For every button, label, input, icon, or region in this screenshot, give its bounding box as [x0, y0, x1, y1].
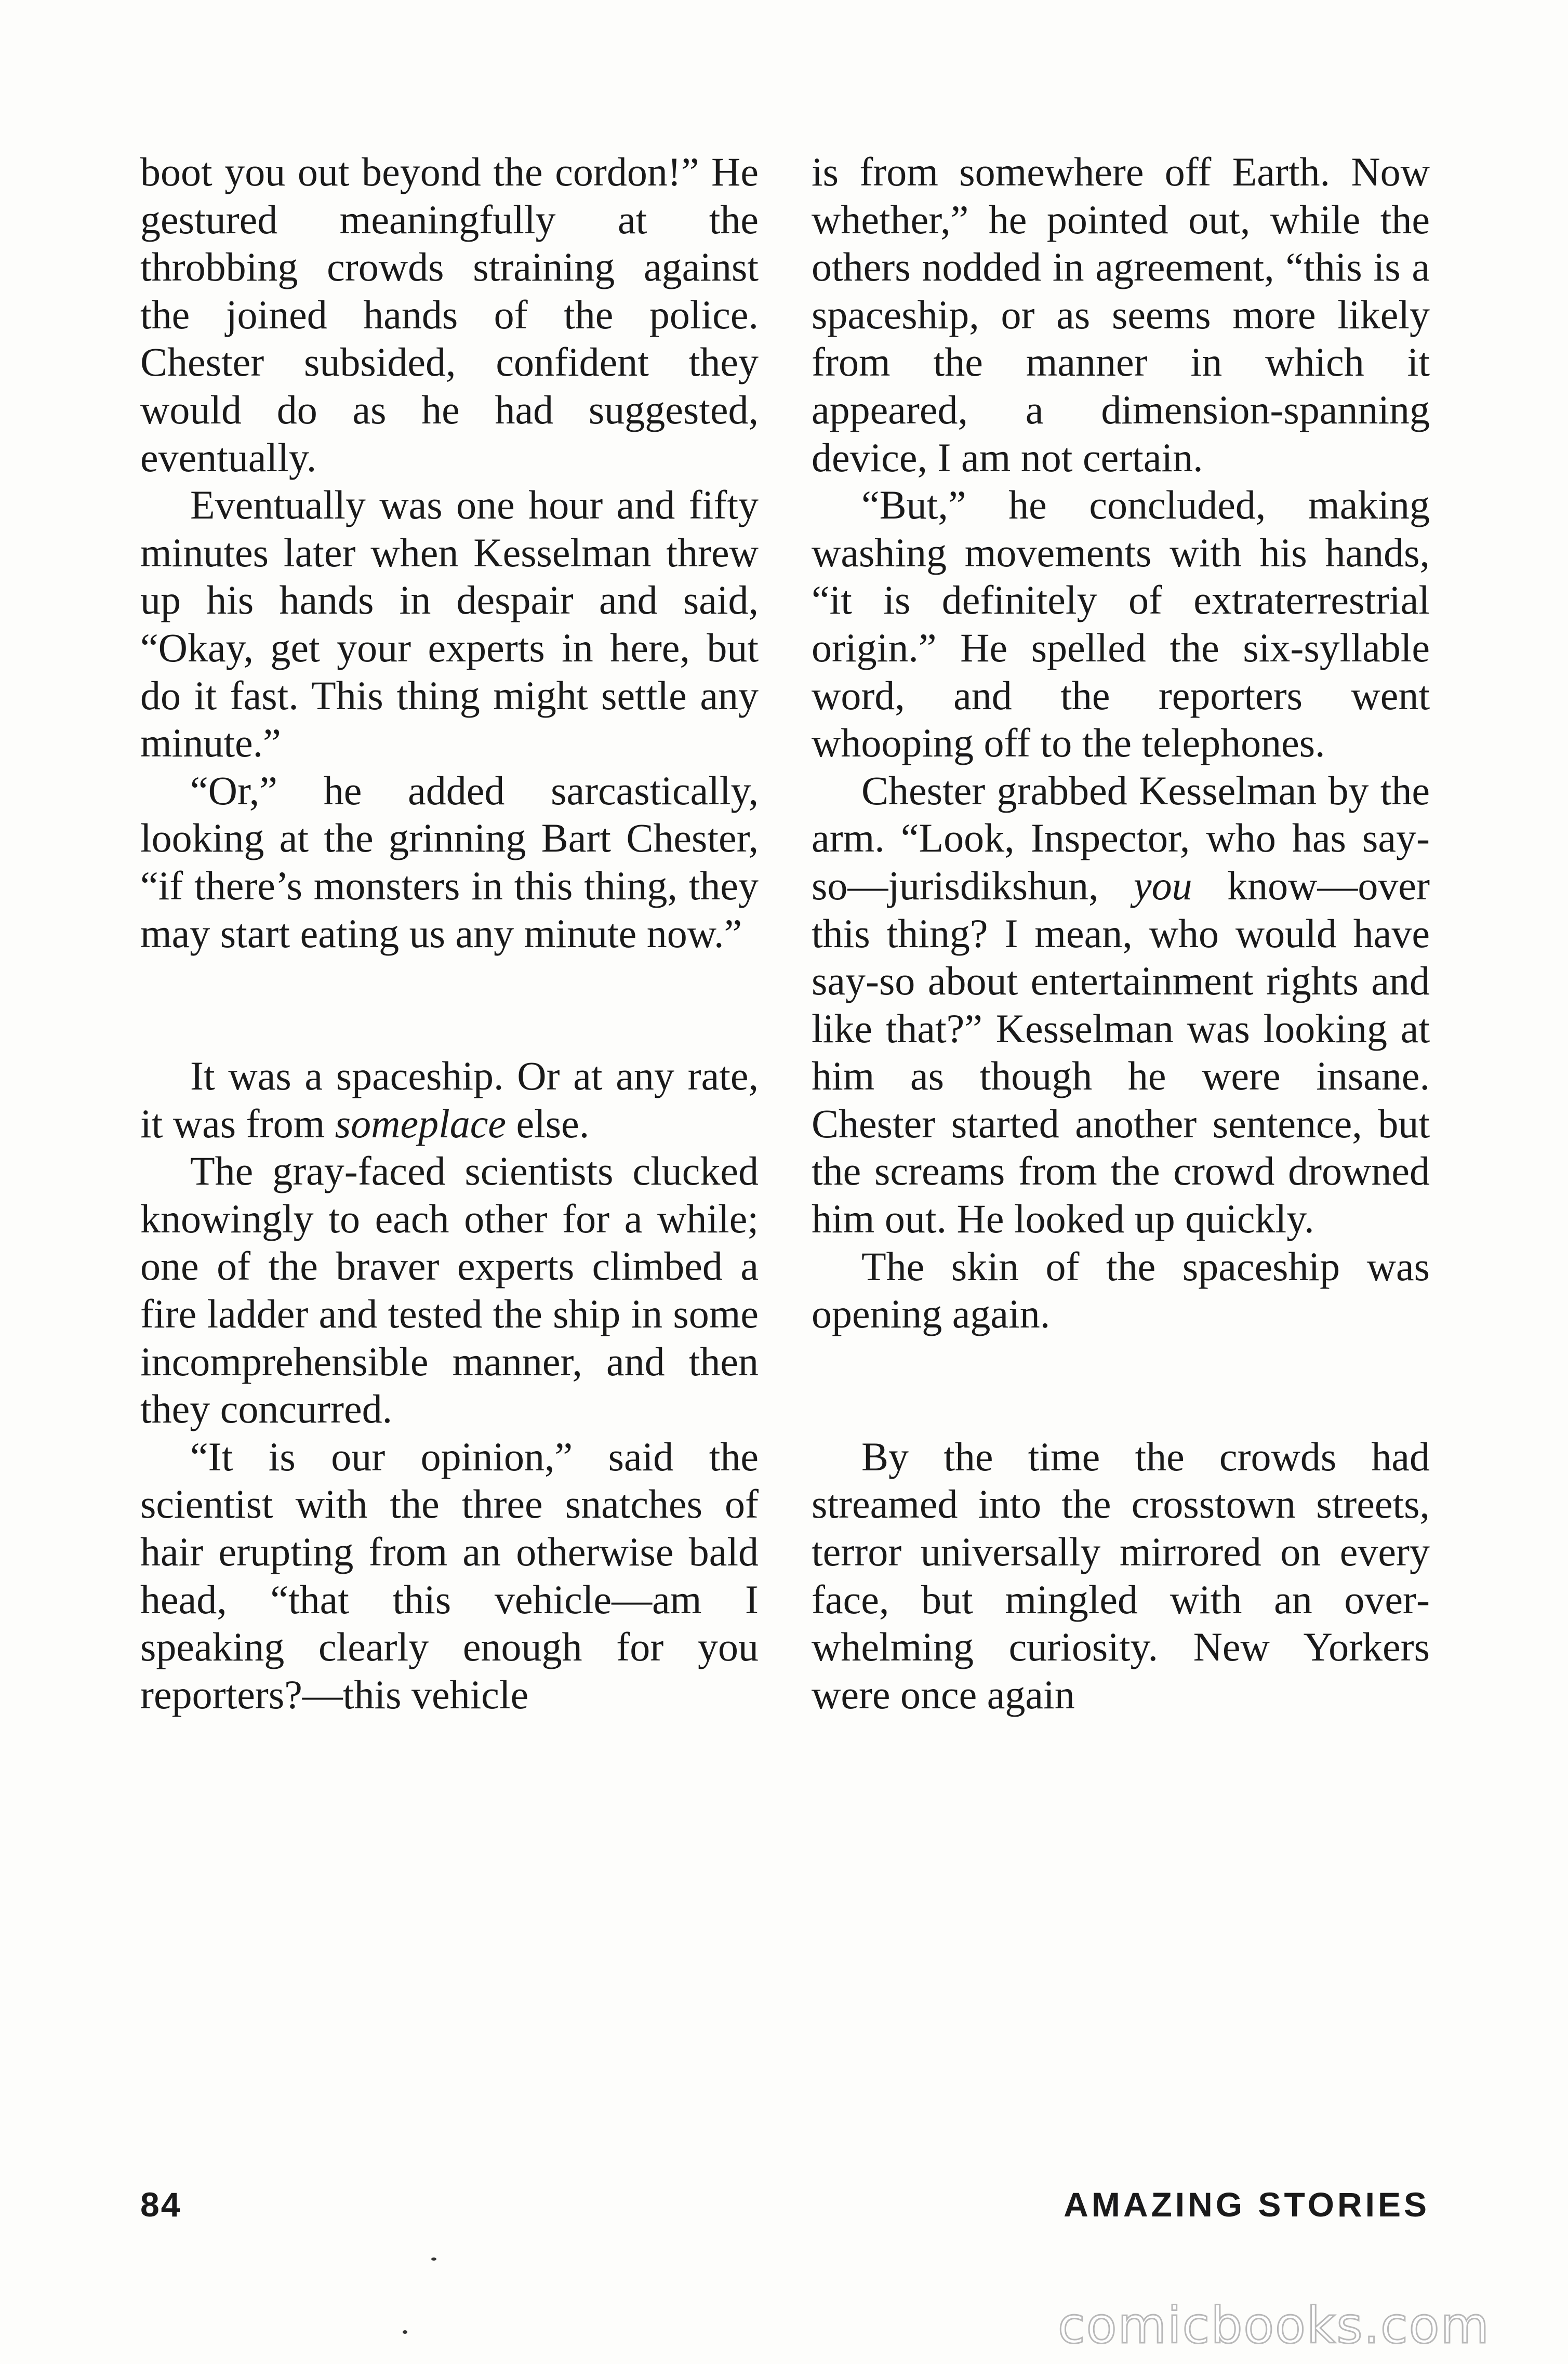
right-column	[812, 148, 1430, 1718]
watermark: comicbooks.com	[1057, 2296, 1490, 2355]
print-speck	[431, 2257, 436, 2261]
paragraph: “But,” he concluded, making washing movements with his hands, “it is definitely of extraterrestrial origin.” He spelled the six-syllable word, and the reporters went whooping off to the telephones.	[812, 482, 1430, 766]
print-speck	[403, 2330, 407, 2334]
paragraph: The gray-faced scientists clucked knowingly to each other for a while; one of the braver experts climbed a fire ladder and tested the ship in some incomprehensible manner, and then they concurred.	[140, 1148, 759, 1432]
text-run: It was a spaceship. Or at any rate, it was from	[140, 1053, 759, 1146]
paragraph	[812, 767, 1430, 1243]
left-column	[140, 148, 759, 1718]
paragraph: “Or,” he added sarcastically, looking at the grinning Bart Chester, “if there’s monsters in this thing, they may start eating us any minute now.”	[140, 767, 759, 956]
emphasis: someplace	[335, 1100, 506, 1146]
text-run: else.	[506, 1100, 590, 1146]
text-run: Chester grabbed Kesselman by the arm. “Look, Inspector, who has say-so—jurisdikshun,	[812, 767, 1430, 908]
paragraph: The skin of the spaceship was opening again.	[812, 1243, 1430, 1337]
paragraph: is from somewhere off Earth. Now whether,” he pointed out, while the others nodded in agreement, “this is a spaceship, or as seems more likely from the manner in which it appeared, a dimension-spanning device, I am not certain.	[812, 149, 1430, 480]
paragraph: Eventually was one hour and fifty minutes later when Kesselman threw up his hands in despair and said, “Okay, get your experts in here, but do it fast. This thing might settle any minute.”	[140, 482, 759, 766]
paragraph: “It is our opinion,” said the scientist with the three snatches of hair erupting from an otherwise bald head, “that this vehicle—am I speaking clearly enough for you reporters?—this vehicle	[140, 1433, 759, 1717]
paragraph	[140, 1052, 759, 1147]
page-footer	[140, 2185, 1430, 2237]
emphasis: you	[1134, 862, 1192, 908]
paragraph: By the time the crowds had streamed into the crosstown streets, terror universally mirrored on every face, but mingled with an overwhelming curiosity. New Yorkers were once again	[812, 1433, 1430, 1717]
text-run: know—over this thing? I mean, who would have say-so about entertainment rights and like that?” Kesselman was looking at him as though he were insane. Chester started another sentence, but the screams from the crowd drowned him out. He looked up quickly.	[812, 862, 1430, 1242]
page-number: 84	[140, 2185, 182, 2224]
magazine-name: AMAZING STORIES	[1064, 2185, 1430, 2224]
paragraph: boot you out beyond the cordon!” He gestured meaningfully at the throbbing crowds straining against the joined hands of the police. Chester subsided, confident they would do as he had suggested, eventually.	[140, 149, 759, 480]
